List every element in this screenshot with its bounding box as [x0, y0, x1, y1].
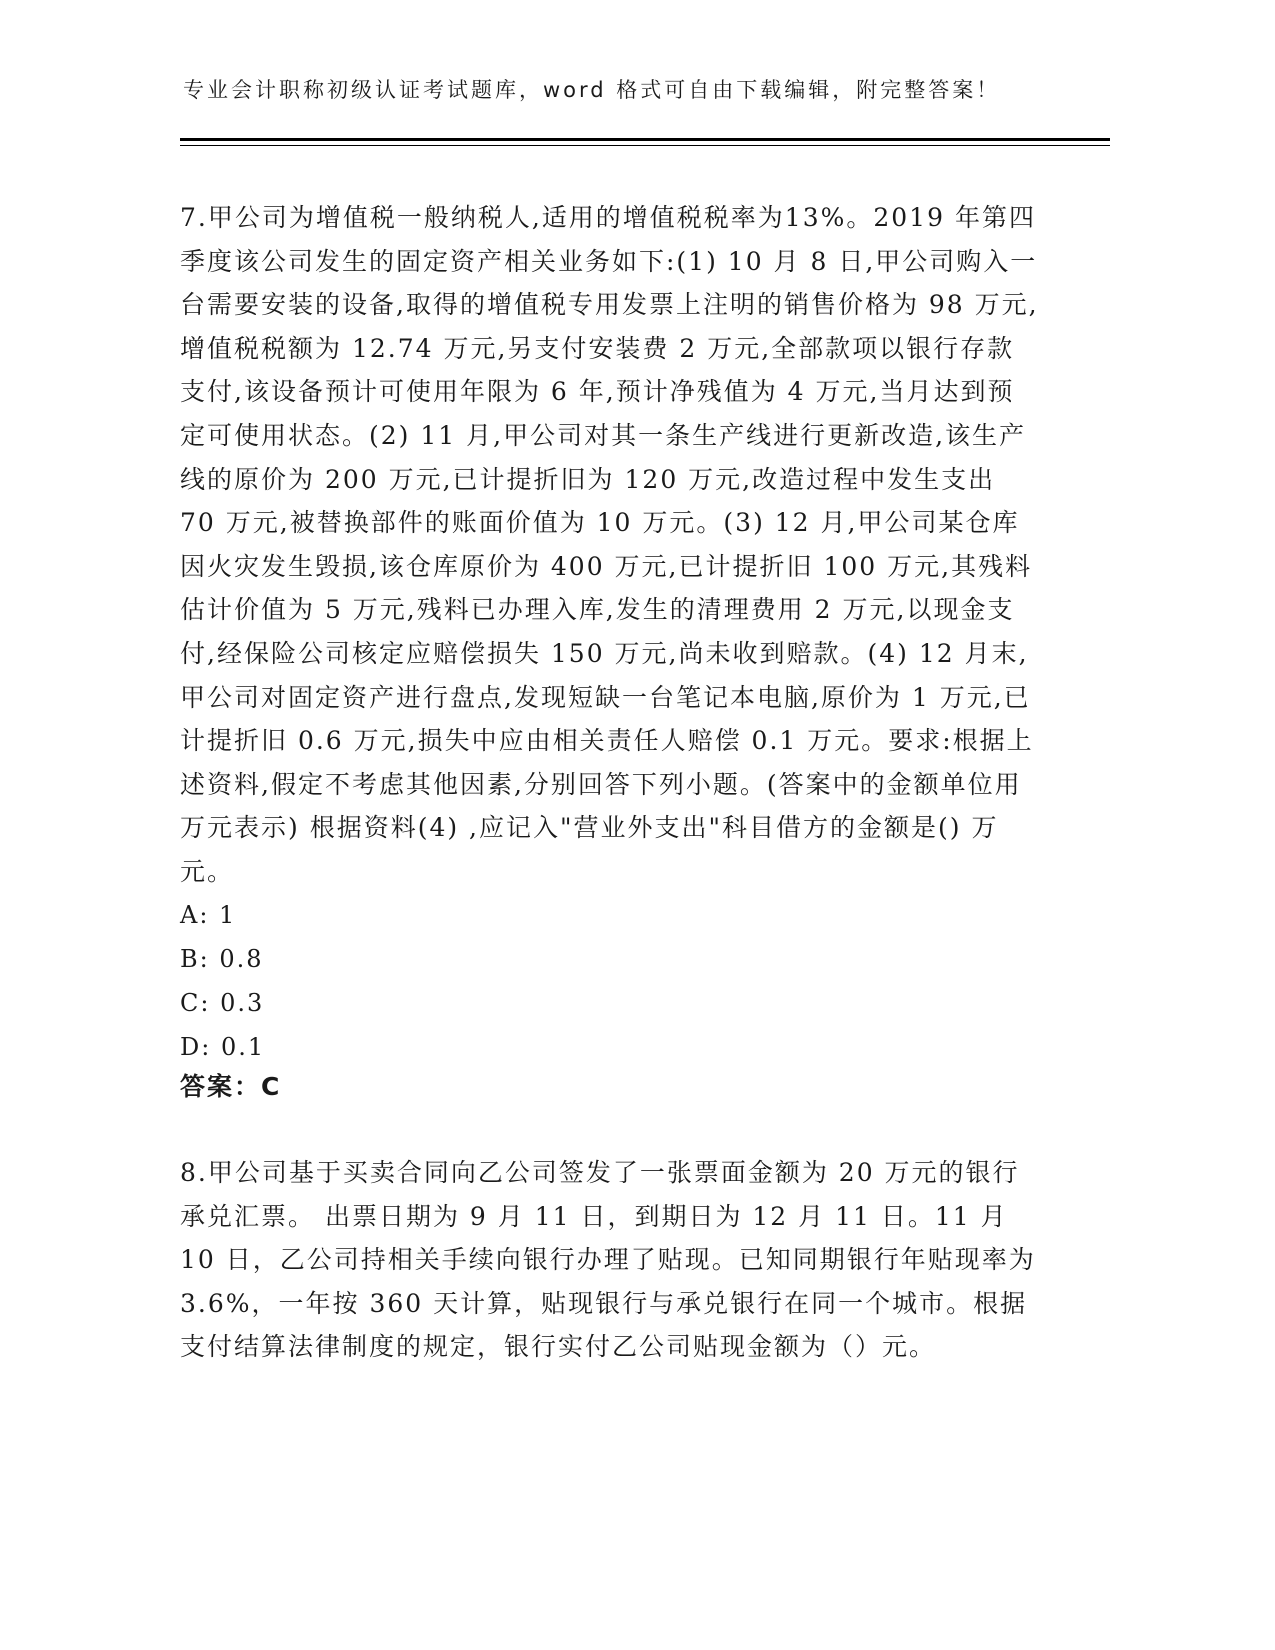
- question-7-text: 7.甲公司为增值税一般纳税人,适用的增值税税率为13%。2019 年第四季度该公司发生的固定资产相关业务如下:(1) 10 月 8 日,甲公司购入一台需要安装的设备,取得的增值税专用发票上注明的销售价格为 98 万元,增值税税额为 12.74 万元,另支付安装费 2 万元,全部款项以银行存款支付,该设备预计可使用年限为 6 年,预计净残值为 4 万元,当月达到预定可使用状态。(2) 11 月,甲公司对其一条生产线进行更新改造,该生产线的原价为 200 万元,已计提折旧为 120 万元,改造过程中发生支出 70 万元,被替换部件的账面价值为 10 万元。(3) 12 月,甲公司某仓库因火灾发生毁损,该仓库原价为 400 万元,已计提折旧 100 万元,其残料估计价值为 5 万元,残料已办理入库,发生的清理费用 2 万元,以现金支付,经保险公司核定应赔偿损失 150 万元,尚未收到赔款。(4) 12 月末,甲公司对固定资产进行盘点,发现短缺一台笔记本电脑,原价为 1 万元,已计提折旧 0.6 万元,损失中应由相关责任人赔偿 0.1 万元。要求:根据上述资料,假定不考虑其他因素,分别回答下列小题。(答案中的金额单位用万元表示) 根据资料(4) ,应记入"营业外支出"科目借方的金额是() 万元。: [180, 203, 1039, 886]
- question-7-answer: 答案：C: [180, 1072, 282, 1101]
- question-8-text: 8.甲公司基于买卖合同向乙公司签发了一张票面金额为 20 万元的银行承兑汇票。 出票日期为 9 月 11 日，到期日为 12 月 11 日。11 月 10 日，乙公司持相关手续向银行办理了贴现。已知同期银行年贴现率为 3.6%，一年按 360 天计算，贴现银行与承兑银行在同一个城市。根据支付结算法律制度的规定，银行实付乙公司贴现金额为（）元。: [180, 1158, 1036, 1362]
- question-7-options: [180, 893, 265, 1069]
- option-b: B: 0.8: [180, 945, 264, 973]
- header-divider-thick: [180, 138, 1110, 141]
- page-header: 专业会计职称初级认证考试题库，word 格式可自由下载编辑，附完整答案！: [183, 78, 1001, 102]
- option-a: A: 1: [180, 901, 237, 929]
- option-d: D: 0.1: [180, 1033, 266, 1061]
- header-divider-thin: [180, 145, 1110, 146]
- option-c: C: 0.3: [180, 989, 265, 1017]
